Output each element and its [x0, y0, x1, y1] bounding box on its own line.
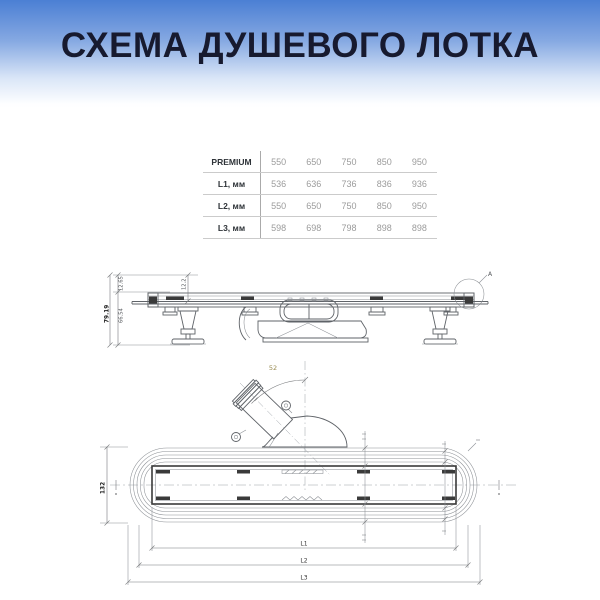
- table-cell: 936: [411, 178, 427, 189]
- table-cell: 650: [306, 200, 322, 211]
- dim-body-height: 66.54: [118, 308, 125, 323]
- table-row-label: L2, мм: [203, 195, 261, 216]
- angle-label: 52: [268, 364, 278, 372]
- table-cell: 698: [306, 222, 322, 233]
- siphon-trap: [239, 298, 368, 342]
- top-view-drawing: [80, 355, 550, 600]
- table-row-label: PREMIUM: [203, 151, 261, 172]
- left-foot: [170, 307, 206, 344]
- table-row: [203, 173, 437, 195]
- table-cell: 750: [341, 156, 357, 167]
- table-cell: 550: [271, 156, 287, 167]
- table-row: [203, 217, 437, 239]
- table-cell: 598: [271, 222, 287, 233]
- table-cell: 950: [411, 156, 427, 167]
- table-row-label: L3, мм: [203, 217, 261, 238]
- dim-grate-depth: 12.2: [181, 278, 188, 290]
- table-cell: 850: [376, 200, 392, 211]
- centerlines: [110, 361, 516, 495]
- table-cell: 798: [341, 222, 357, 233]
- table-cell: 750: [341, 200, 357, 211]
- table-cell: 636: [306, 178, 322, 189]
- dimension-table: [203, 151, 437, 239]
- mounting-brackets: [163, 307, 458, 315]
- l3-label: L3: [300, 574, 308, 582]
- table-cell: 650: [306, 156, 322, 167]
- detail-callout: [454, 271, 493, 309]
- l1-label: L1: [300, 540, 308, 548]
- dim-total-height: 79.19: [104, 304, 111, 323]
- page-title: СХЕМА ДУШЕВОГО ЛОТКА: [60, 26, 540, 65]
- table-cell: 898: [376, 222, 392, 233]
- right-foot: [422, 307, 458, 344]
- table-row-label: L1, мм: [203, 173, 261, 194]
- table-cell: 836: [376, 178, 392, 189]
- table-cell: 736: [341, 178, 357, 189]
- width-label: 132: [100, 481, 107, 494]
- detail-label: A: [488, 271, 493, 278]
- side-view-drawing: [80, 250, 550, 360]
- table-row: [203, 151, 437, 173]
- table-cell: 536: [271, 178, 287, 189]
- dim-flange-height: 12.65: [118, 276, 125, 291]
- angle-dimension: [252, 364, 309, 404]
- outlet-funnel: [262, 416, 347, 447]
- table-row: [203, 195, 437, 217]
- table-cell: 898: [411, 222, 427, 233]
- l2-label: L2: [300, 557, 308, 565]
- table-cell: 850: [376, 156, 392, 167]
- table-cell: 550: [271, 200, 287, 211]
- height-dimensions: [105, 273, 199, 348]
- table-cell: 950: [411, 200, 427, 211]
- header-banner: [0, 0, 600, 108]
